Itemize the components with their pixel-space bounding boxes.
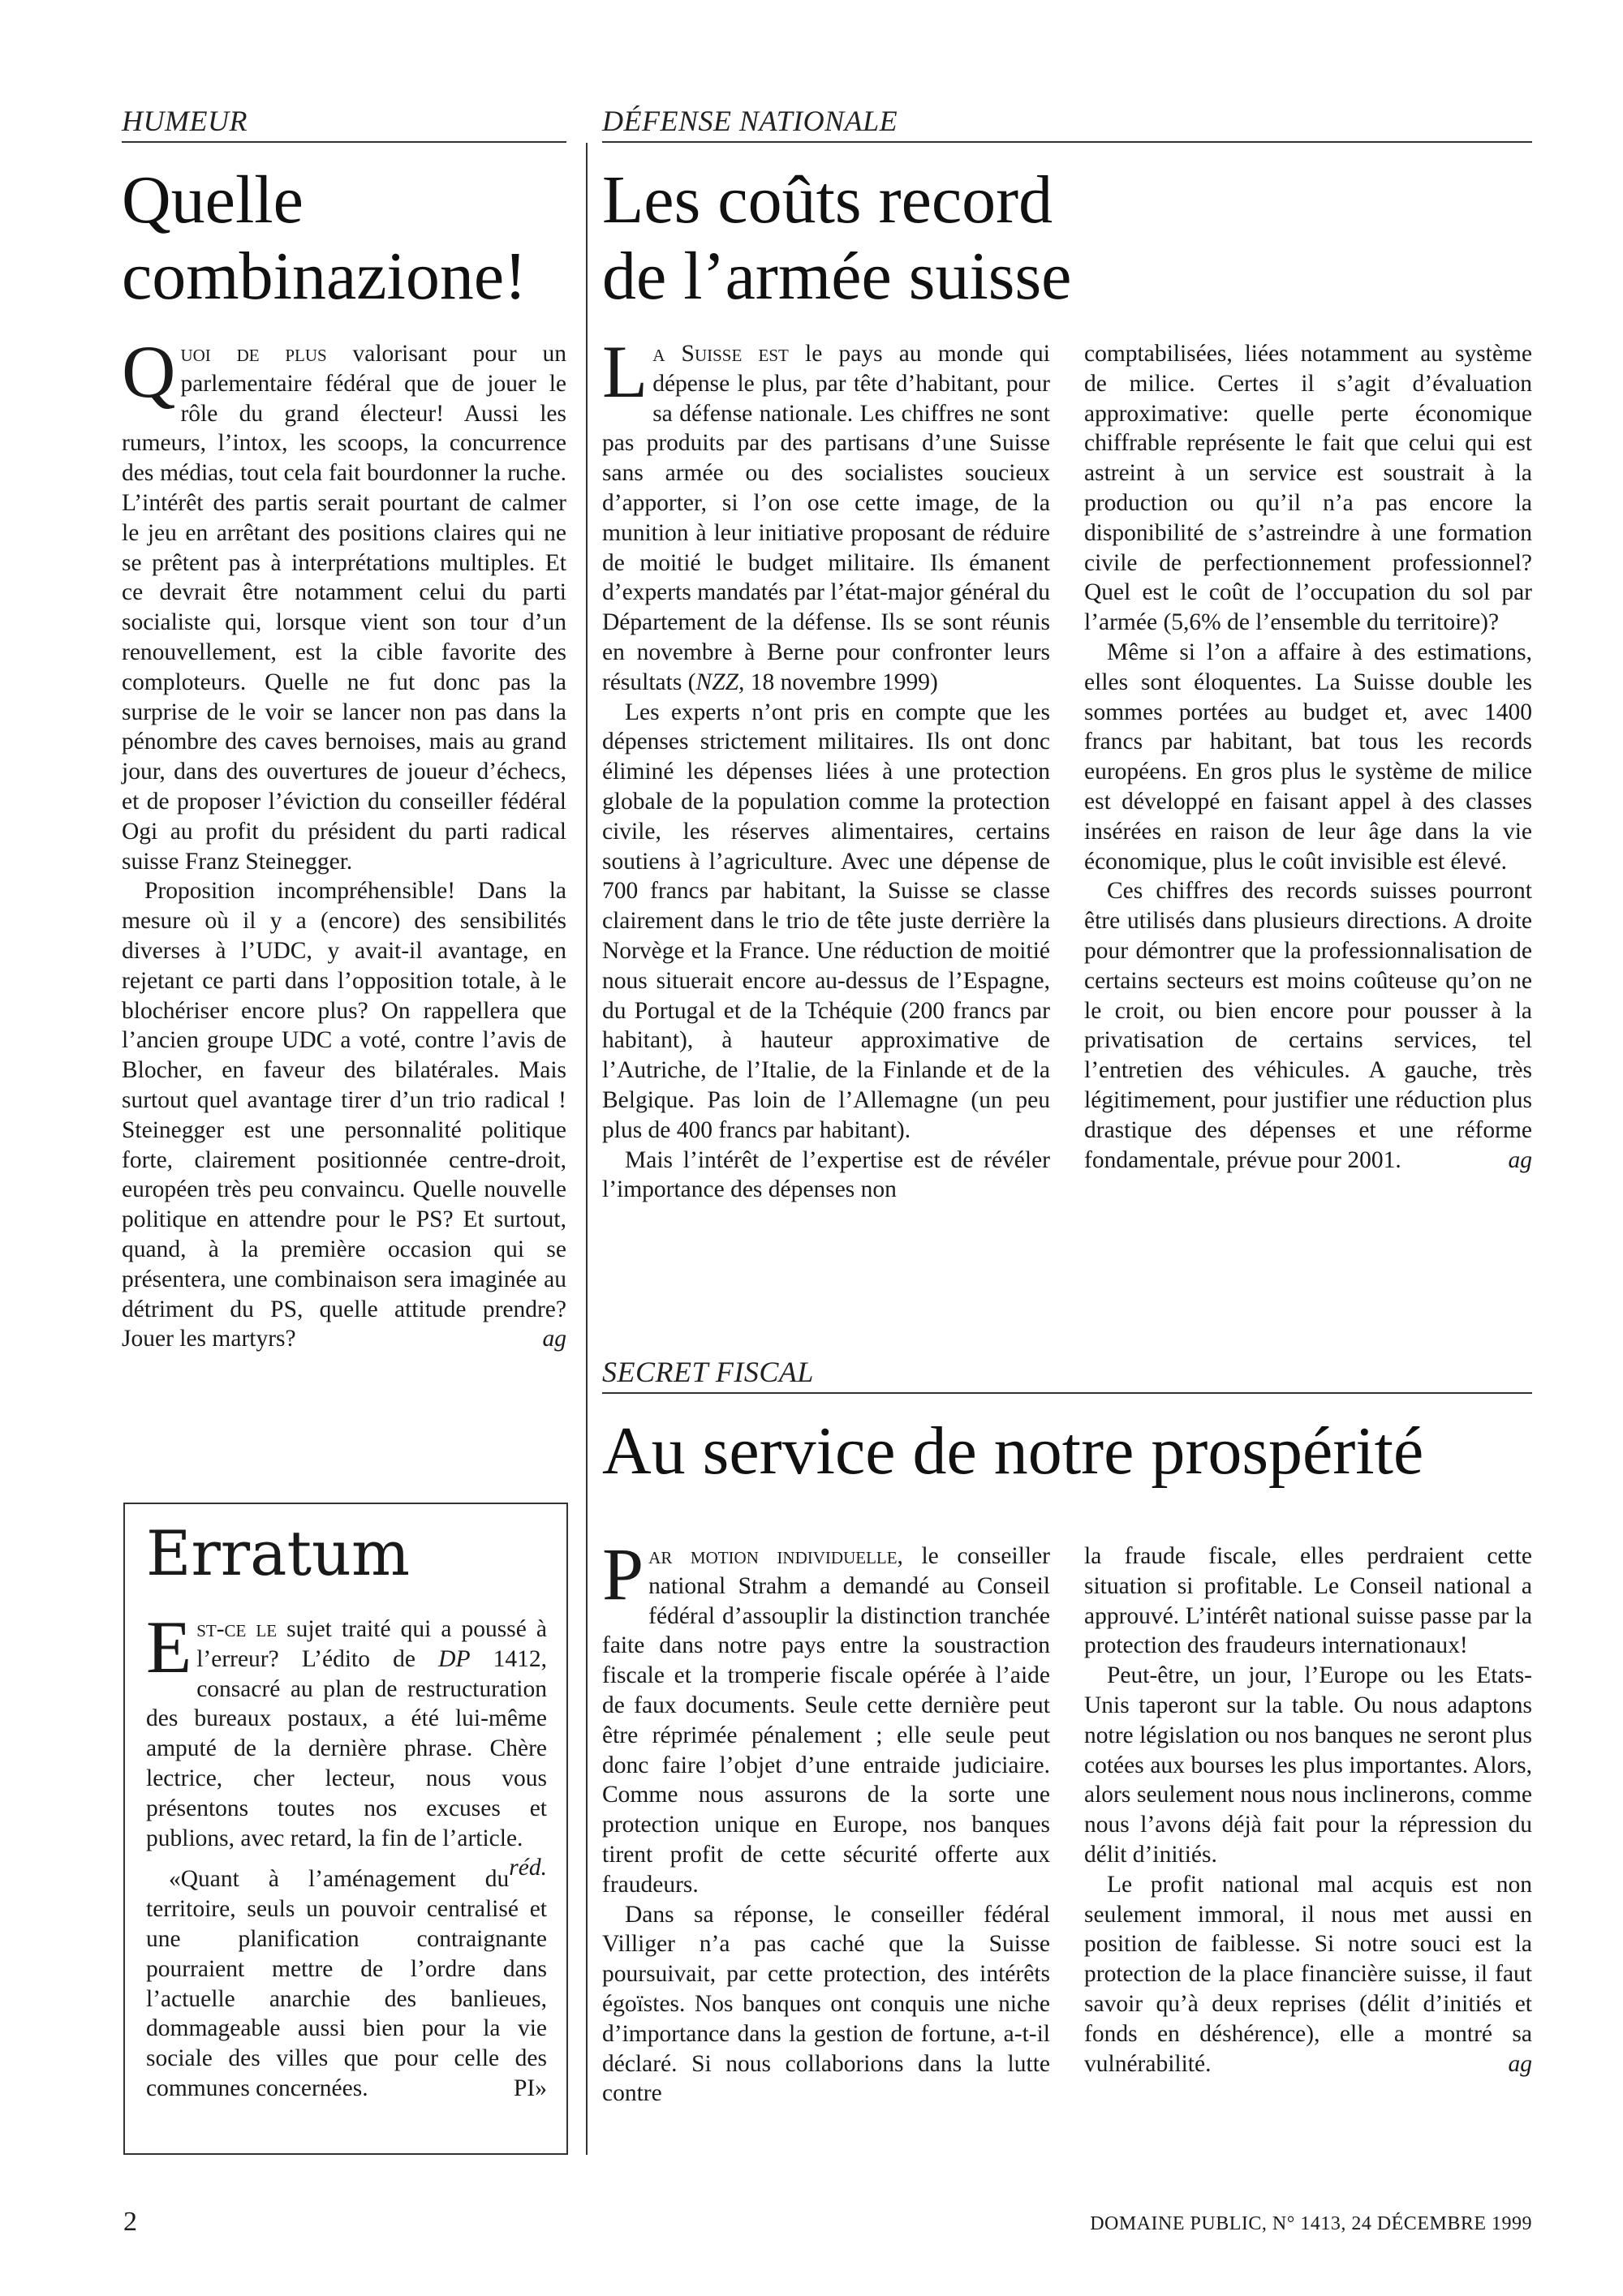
lead-smallcaps-humeur: uoi de plus bbox=[180, 341, 327, 367]
signature-erratum-red: réd. bbox=[509, 1855, 547, 1881]
paragraph: «Quant à l’aménagement du territoire, seuls un pouvoir centralisé et une planification contraignante pourraient mettre de l’ordre dans l’actuelle anarchie des banlieues, dommageable aussi bien pour la vie sociale des villes que pour celle des communes concernées. bbox=[146, 1866, 547, 2101]
paragraph: Mais l’intérêt de l’expertise est de révéler l’importance des dépenses non bbox=[602, 1146, 1050, 1203]
paragraph: la fraude fiscale, elles perdraient cette situation si profitable. Le Conseil national a approuvé. L’intérêt national suisse passe par la protection des fraudeurs internationaux! bbox=[1084, 1543, 1532, 1659]
article-fiscal-col2 bbox=[1084, 1541, 1532, 2079]
headline-defense bbox=[602, 162, 1527, 315]
signature-defense: ag bbox=[1508, 1146, 1532, 1173]
paragraph: Même si l’on a affaire à des estimations, elles sont éloquentes. La Suisse double les sommes portées au budget et, avec 1400 francs par habitant, bat tous les records européens. En gros plus le système de milice est développé en faisant appel à des classes insérées en raison de leur âge dans la vie économique, plus le coût invisible est élevé. bbox=[1084, 638, 1532, 875]
rule-humeur bbox=[122, 141, 566, 143]
lead-smallcaps-fiscal: ar motion individuelle, bbox=[648, 1543, 903, 1569]
lead-smallcaps-defense: a Suisse est bbox=[652, 341, 789, 367]
publication-footer: DOMAINE PUBLIC, N° 1413, 24 DÉCEMBRE 1999 bbox=[1090, 2213, 1532, 2234]
paragraph: Peut-être, un jour, l’Europe ou les Etats-Unis taperont sur la table. Ou nous adaptons notre législation ou nos banques ne seront plus cotées aux bourses les plus importantes. Alors, alors seulement nous nous inclinerons, comme nous l’avons déjà fait pour la répression du délit d’initiés. bbox=[1084, 1662, 1532, 1868]
rule-fiscal bbox=[602, 1392, 1532, 1394]
erratum-title: Erratum bbox=[146, 1517, 411, 1589]
headline-humeur: Quelle combinazione! bbox=[122, 162, 527, 314]
paragraph: Dans sa réponse, le conseiller fédéral Villiger n’a pas caché que la Suisse poursuivait, par cette protection, des intérêts égoïstes. Nos banques ont conquis une niche d’importance dans la gestion de fortune, a-t-il déclaré. Si nous collaborions dans la lutte contre bbox=[602, 1901, 1050, 2107]
signature-humeur: ag bbox=[542, 1326, 566, 1352]
dropcap-erratum: E bbox=[146, 1606, 192, 1688]
dp-ref: DP bbox=[438, 1645, 471, 1672]
headline-fiscal: Au service de notre prospérité bbox=[602, 1413, 1424, 1489]
headline-defense-line2: de l’armée suisse bbox=[602, 239, 1072, 314]
section-label-fiscal: SECRET FISCAL bbox=[602, 1356, 814, 1388]
paragraph: Ces chiffres des records suisses pourront être utilisés dans plusieurs directions. A droite pour démontrer que la professionnalisation de certains secteurs est moins coûteuse qu’on ne le croit, ou bien encore pour pousser à la privatisation de certains services, tel l’entretien des véhicules. A gauche, très légitimement, pour justifier une réduction plus drastique des dépenses et une réforme fondamentale, prévue pour 2001. bbox=[1084, 878, 1532, 1173]
nzz-ref: NZZ, bbox=[695, 669, 745, 695]
article-defense-col2 bbox=[1084, 339, 1532, 1175]
paragraph: comptabilisées, liées notamment au système de milice. Certes il s’agit d’évaluation approximative: quelle perte économique chiffrable représente le fait que celui qui est astreint à un service est soustrait à la production ou qu’il n’a pas encore la disponibilité de s’astreindre à une formation civile de perfectionnement professionnel? Quel est le coût de l’occupation du sol par l’armée (5,6% de l’ensemble du territoire)? bbox=[1084, 341, 1532, 636]
paragraph: le conseiller national Strahm a demandé au Conseil fédéral d’assouplir la distinction tranchée faite dans notre pays entre la soustraction fiscale et la tromperie fiscale opérée à l’aide de faux documents. Seule cette dernière peut être réprimée pénalement ; elle seule peut donc faire l’objet d’une entraide judiciaire. Comme nous assurons de la sorte une protection unique en Europe, nos banques tirent profit de cette sécurité offerte aux fraudeurs. bbox=[602, 1543, 1051, 1898]
paragraph: 18 novembre 1999) bbox=[744, 669, 938, 695]
paragraph: Proposition incompréhensible! Dans la mesure où il y a (encore) des sensibilités diverses à l’UDC, y avait-il avantage, en rejetant ce parti dans l’opposition totale, à le blochériser encore plus? On rappellera que l’ancien groupe UDC a voté, contre l’avis de Blocher, en faveur des bilatérales. Mais surtout quel avantage tirer d’un trio radical ! Steinegger est une personnalité politique forte, clairement positionnée centre-droit, européen très peu convaincu. Quelle nouvelle politique en attendre pour le PS? Et surtout, quand, à la première occasion qui se présentera, une combinaison sera imaginée au détriment du PS, quelle attitude prendre? Jouer les martyrs? bbox=[122, 878, 566, 1352]
section-label-humeur: HUMEUR bbox=[122, 105, 248, 137]
erratum-body bbox=[146, 1606, 547, 2104]
signature-erratum-pi: PI» bbox=[514, 2075, 547, 2101]
article-fiscal-col1 bbox=[602, 1533, 1051, 2109]
paragraph: valorisant pour un parlementaire fédéral que de jouer le rôle du grand électeur! Aussi les rumeurs, l’intox, les scoops, la concurrence des médias, tout cela fait bourdonner la ruche. L’intérêt des partis serait pourtant de calmer le jeu en arrêtant des positions claires qui ne se prêtent pas à interprétations multiples. Et ce devrait être notamment celui du parti socialiste qui, lorsque vient son tour d’un renouvellement, est la cible favorite des comploteurs. Quelle ne fut donc pas la surprise de le voir se lancer non pas dans la pénombre des caves bernoises, mais au grand jour, dans des ouvertures de joueur d’échecs, et de proposer l’éviction du conseiller fédéral Ogi au profit du président du parti radical suisse Franz Steinegger. bbox=[122, 341, 567, 875]
paragraph: 1412, consacré au plan de restructuration des bureaux postaux, a été lui-même amputé de la dernière phrase. Chère lectrice, cher lecteur, nous vous présentons toutes nos excuses et publions, avec retard, la fin de l’article. bbox=[146, 1645, 547, 1851]
paragraph: sujet traité qui a poussé à l’erreur? L’édito de bbox=[196, 1616, 547, 1672]
column-divider bbox=[586, 143, 588, 2155]
rule-defense bbox=[602, 141, 1532, 143]
article-humeur-body bbox=[122, 330, 567, 1354]
paragraph: le pays au monde qui dépense le plus, par tête d’habitant, pour sa défense nationale. Les chiffres ne sont pas produits par des partisans d’une Suisse sans armée ou des socialistes soucieux d’apporter, si l’on ose cette image, de la munition à leur initiative proposant de réduire de moitié le budget militaire. Ils émanent d’experts mandatés par l’état-major général du Département de la défense. Ils se sont réunis en novembre à Berne pour confronter leurs résultats ( bbox=[602, 341, 1050, 695]
signature-fiscal: ag bbox=[1508, 2050, 1532, 2077]
headline-defense-line1: Les coûts record bbox=[602, 162, 1053, 238]
dropcap-defense: L bbox=[602, 330, 648, 413]
dropcap-humeur: Q bbox=[122, 330, 176, 413]
page-number: 2 bbox=[123, 2207, 137, 2237]
paragraph: Les experts n’ont pris en compte que les dépenses strictement militaires. Ils ont donc éliminé les dépenses liées à une protection globale de la population comme la protection civile, les réserves alimentaires, certains soutiens à l’agriculture. Avec une dépense de 700 francs par habitant, la Suisse se classe clairement dans le trio de tête juste derrière la Norvège et la France. Une réduction de moitié nous situerait encore au-dessus de l’Espagne, du Portugal et de la Tchéquie (200 francs par habitant), à hauteur approximative de l’Autriche, de l’Italie, de la Finlande et de la Belgique. Pas loin de l’Allemagne (un peu plus de 400 francs par habitant). bbox=[602, 699, 1050, 1143]
section-label-defense: DÉFENSE NATIONALE bbox=[602, 105, 898, 137]
lead-smallcaps-erratum: st-ce le bbox=[196, 1616, 278, 1642]
article-defense-col1 bbox=[602, 330, 1050, 1205]
paragraph: Le profit national mal acquis est non seulement immoral, il nous met aussi en position de faiblesse. Si notre souci est la protection de la place financière suisse, il faut savoir qu’à deux reprises (délit d’initiés et fonds en déshérence), elle a montré sa vulnérabilité. bbox=[1084, 1871, 1532, 2077]
dropcap-fiscal: P bbox=[602, 1533, 644, 1615]
